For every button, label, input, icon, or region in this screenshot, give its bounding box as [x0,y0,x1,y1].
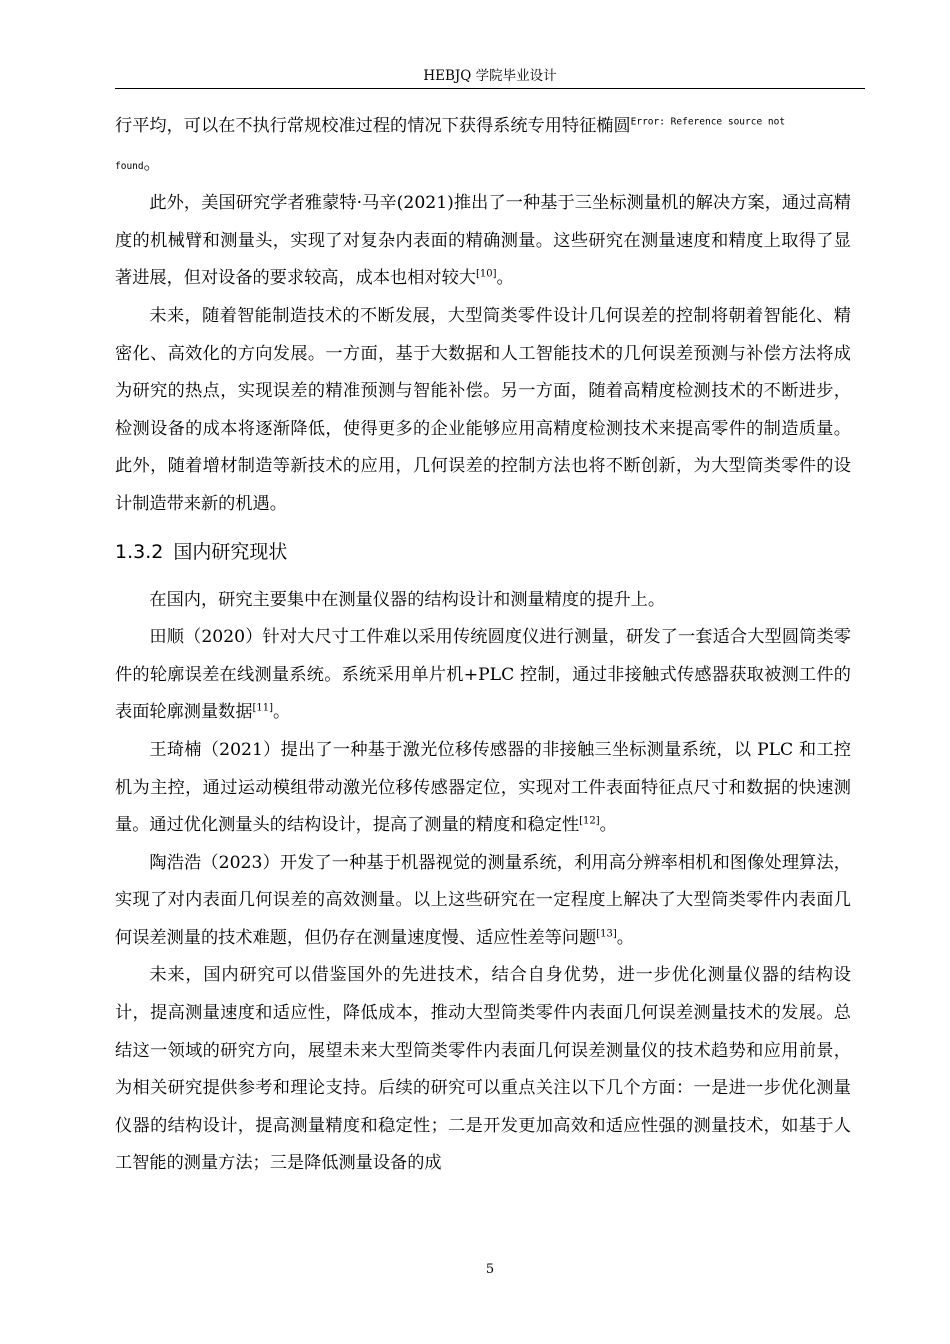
paragraph-domestic-intro: 在国内，研究主要集中在测量仪器的结构设计和测量精度的提升上。 [149,589,666,610]
citation: [13] [596,928,617,940]
paragraph-end: 。 [273,702,291,723]
paragraph-text: 陶浩浩（2023）开发了一种基于机器视觉的测量系统，利用高分辨率相机和图像处理算法，实现了对内表面几何误差的高效测量。以上这些研究在一定程度上解决了大型筒类零件内表面几何误差测量的技术难题，但仍存在测量速度慢、适应性差等问题 [115,852,851,948]
citation: [10] [475,268,497,280]
paragraph-continued [115,108,851,185]
paragraph-end: 。 [143,153,161,174]
error-reference-cont: found [115,160,144,172]
paragraph-tao-haohao [115,845,851,958]
paragraph-tian-shun [115,619,851,732]
section-title: 国内研究现状 [173,540,288,563]
paragraph-text: 行平均，可以在不执行常规校准过程的情况下获得系统专用特征椭圆 [115,116,631,136]
paragraph-end: 。 [616,927,634,948]
paragraph-end: 。 [496,268,514,289]
paragraph-text: 田顺（2020）针对大尺寸工件难以采用传统圆度仪进行测量，研发了一套适合大型圆筒类零件的轮廓误差在线测量系统。系统采用单片机+PLC 控制，通过非接触式传感器获取被测工件的表面轮廓测量数据 [115,627,851,723]
section-heading [115,536,851,568]
paragraph-us-research [115,185,851,298]
header-title: HEBJQ 学院毕业设计 [423,68,557,84]
page-footer [115,1262,865,1277]
section-number: 1.3.2 [115,540,164,563]
page-number: 5 [485,1262,495,1277]
page-header [115,66,865,89]
paragraph-end: 。 [599,815,617,836]
citation: [11] [252,702,274,714]
citation: [12] [579,815,600,827]
error-reference: Error: Reference source not [630,116,786,128]
paragraph-text: 此外，美国研究学者雅蒙特·马辛(2021)推出了一种基于三坐标测量机的解决方案，通过高精度的机械臂和测量头，实现了对复杂内表面的精确测量。这些研究在测量速度和精度上取得了显著进展，但对设备的要求较高，成本也相对较大 [115,193,851,289]
paragraph-domestic-future: 未来，国内研究可以借鉴国外的先进技术，结合自身优势，进一步优化测量仪器的结构设计，提高测量速度和适应性，降低成本，推动大型筒类零件内表面几何误差测量技术的发展。总结这一领域的研究方向，展望未来大型筒类零件内表面几何误差测量仪的技术趋势和应用前景，为相关研究提供参考和理论支持。后续的研究可以重点关注以下几个方面：一是进一步优化测量仪器的结构设计，提高测量精度和稳定性；二是开发更加高效和适应性强的测量技术，如基于人工智能的测量方法；三是降低测量设备的成 [115,965,851,1174]
document-body [115,108,851,1183]
paragraph-future-trend: 未来，随着智能制造技术的不断发展，大型筒类零件设计几何误差的控制将朝着智能化、精密化、高效化的方向发展。一方面，基于大数据和人工智能技术的几何误差预测与补偿方法将成为研究的热点，实现误差的精准预测与智能补偿。另一方面，随着高精度检测技术的不断进步，检测设备的成本将逐渐降低，使得更多的企业能够应用高精度检测技术来提高零件的制造质量。此外，随着增材制造等新技术的应用，几何误差的控制方法也将不断创新，为大型筒类零件的设计制造带来新的机遇。 [115,305,851,514]
paragraph-text: 王琦楠（2021）提出了一种基于激光位移传感器的非接触三坐标测量系统，以 PLC 和工控机为主控，通过运动模组带动激光位移传感器定位，实现对工件表面特征点尺寸和数据的快速测量。通过优化测量头的结构设计，提高了测量的精度和稳定性 [115,739,851,836]
paragraph-wang-qinan [115,732,851,845]
